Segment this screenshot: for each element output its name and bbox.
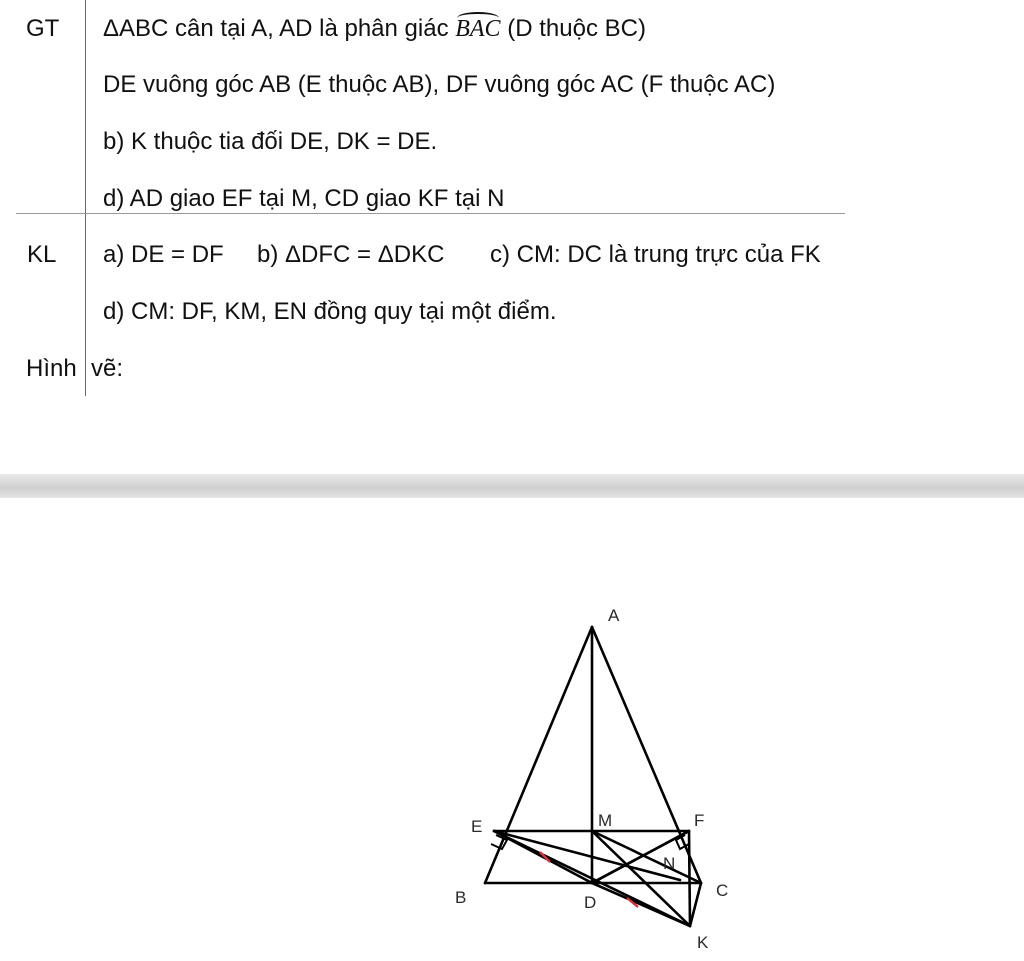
gt-line-3: b) K thuộc tia đối DE, DK = DE. bbox=[103, 128, 438, 155]
label-b: B bbox=[455, 888, 467, 907]
gt-line-1-text: ΔABC cân tại A, AD là phân giác bbox=[103, 15, 449, 42]
segment-ab bbox=[485, 627, 592, 883]
segment-ck bbox=[690, 883, 701, 926]
label-n: N bbox=[663, 854, 676, 873]
kl-part-b: b) ΔDFC = ΔDKC bbox=[257, 241, 445, 268]
gt-line-1-tail: (D thuộc BC) bbox=[507, 15, 646, 42]
kl-part-c: c) CM: DC là trung trực của FK bbox=[490, 241, 821, 268]
gt-line-4: d) AD giao EF tại M, CD giao KF tại N bbox=[103, 185, 505, 212]
gt-label: GT bbox=[26, 15, 60, 42]
label-m: M bbox=[598, 811, 613, 830]
gt-line-2: DE vuông góc AB (E thuộc AB), DF vuông góc AC (F thuộc AC) bbox=[103, 71, 776, 98]
label-a: A bbox=[608, 606, 620, 625]
label-c: C bbox=[716, 881, 729, 900]
kl-part-a: a) DE = DF bbox=[103, 241, 224, 268]
figure-caption-right: vẽ: bbox=[91, 355, 124, 382]
figure-caption-left: Hình bbox=[26, 355, 77, 382]
label-d: D bbox=[584, 893, 597, 912]
label-e: E bbox=[471, 817, 483, 836]
kl-line-2: d) CM: DF, KM, EN đồng quy tại một điểm. bbox=[103, 298, 557, 325]
segment-ac bbox=[592, 627, 701, 883]
kl-label: KL bbox=[27, 241, 57, 268]
label-f: F bbox=[694, 811, 705, 830]
angle-bac: BAC bbox=[455, 16, 501, 42]
label-k: K bbox=[697, 933, 709, 952]
segment-dk bbox=[592, 883, 690, 926]
segment-en bbox=[494, 831, 680, 880]
